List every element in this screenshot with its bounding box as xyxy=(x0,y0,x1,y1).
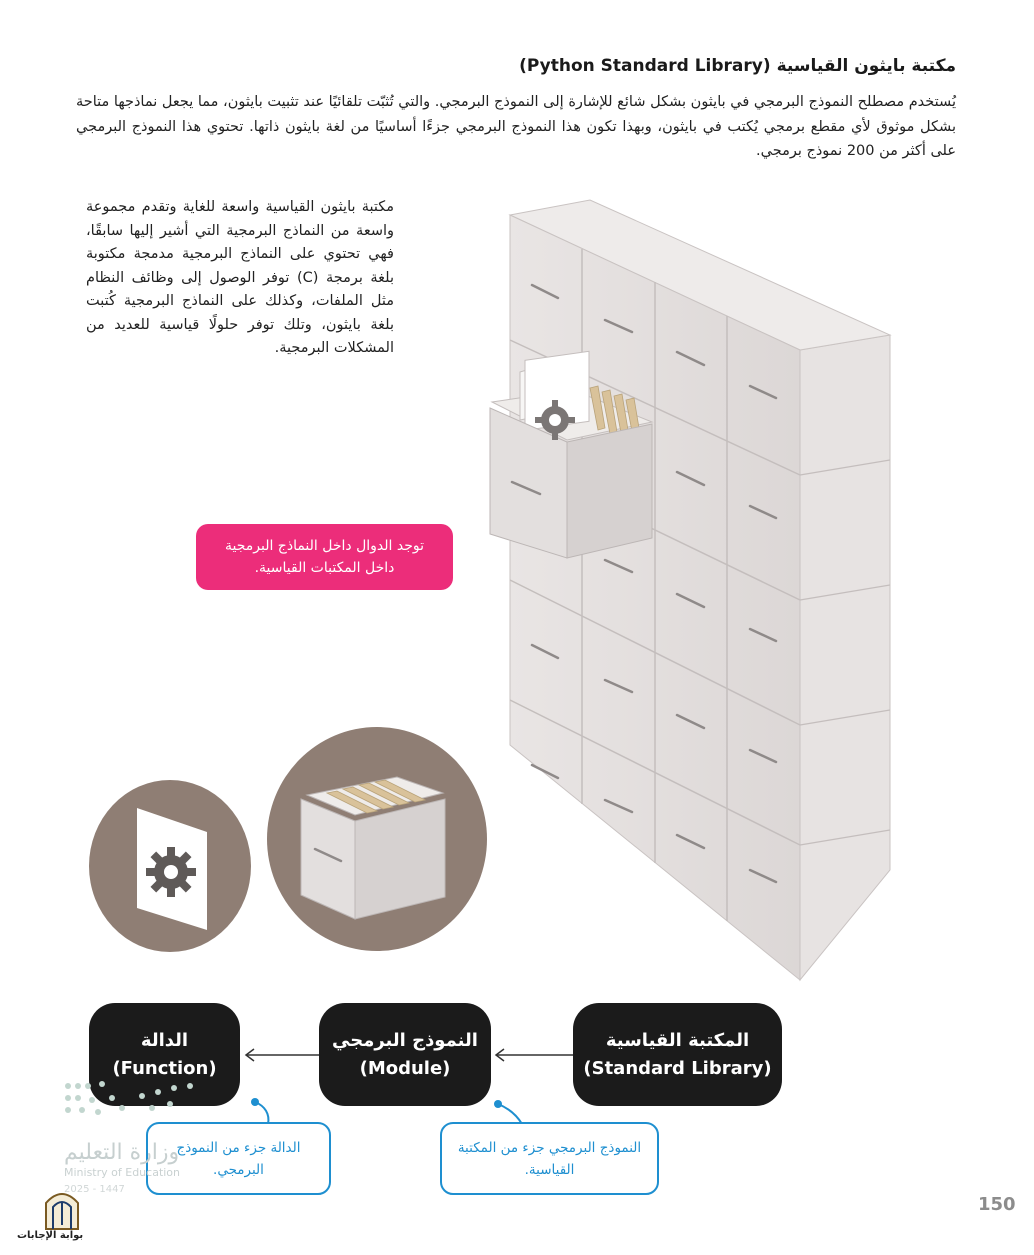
ministry-watermark-ar: وزارة التعليم xyxy=(64,1140,180,1165)
gear-icon xyxy=(146,847,196,897)
portal-logo-icon xyxy=(42,1185,82,1231)
library-label-en: (Standard Library) xyxy=(583,1057,772,1079)
library-node xyxy=(573,1003,782,1106)
ministry-watermark-en: Ministry of Education xyxy=(64,1166,181,1179)
module-note-text: النموذج البرمجي جزء من المكتبة القياسية. xyxy=(457,1139,642,1178)
function-label-ar: الدالة xyxy=(140,1029,189,1051)
filing-cabinet-illustration xyxy=(470,180,900,1000)
callout-text: توجد الدوال داخل النماذج البرمجية داخل المكتبات القياسية. xyxy=(224,538,425,576)
page-number: 150 xyxy=(978,1194,1016,1215)
gear-circle xyxy=(89,780,251,952)
module-label-en: (Module) xyxy=(359,1057,451,1079)
drawer-circle xyxy=(267,727,487,951)
section-title: مكتبة بايثون القياسية (Python Standard Library) xyxy=(519,56,956,76)
side-paragraph: مكتبة بايثون القياسية واسعة للغاية وتقدم مجموعة واسعة من النماذج البرمجية التي أشير إليها سابقًا، فهي تحتوي على النماذج البرمجية مدمجة مكتوبة بلغة برمجة (C) توفر الوصول إلى وظائف النظام مثل الملفات، وكذلك على النماذج البرمجية كُتبت بلغة بايثون، وتلك توفر حلولًا قياسية للعديد من المشكلات البرمجية. xyxy=(86,199,394,356)
portal-label: بوابة الإجابات xyxy=(17,1230,84,1241)
ministry-logo-dots xyxy=(62,1078,202,1118)
callout-box xyxy=(196,524,453,590)
module-label-ar: النموذج البرمجي xyxy=(332,1029,478,1051)
function-note-text: الدالة جزء من النموذج البرمجي. xyxy=(176,1139,301,1178)
ministry-watermark-year: 2025 - 1447 xyxy=(64,1184,125,1195)
library-label-ar: المكتبة القياسية xyxy=(605,1029,750,1051)
file-drawer-icon xyxy=(301,777,445,919)
intro-paragraph: يُستخدم مصطلح النموذج البرمجي في بايثون بشكل شائع للإشارة إلى النموذج البرمجي. والتي تُثبّت تلقائيًا عند تثبيت بايثون، مما يجعل نماذجها متاحة بشكل موثوق لأي مقطع برمجي يُكتب في بايثون، وبهذا تكون هذا النموذج البرمجي جزءًا أساسيًا من لغة بايثون ذاتها. تحتوي هذا النموذج البرمجي على أكثر من 200 نموذج برمجي. xyxy=(76,94,956,159)
diagram-arrows xyxy=(240,1040,580,1070)
function-label-en: (Function) xyxy=(112,1057,217,1079)
module-note xyxy=(440,1122,659,1195)
